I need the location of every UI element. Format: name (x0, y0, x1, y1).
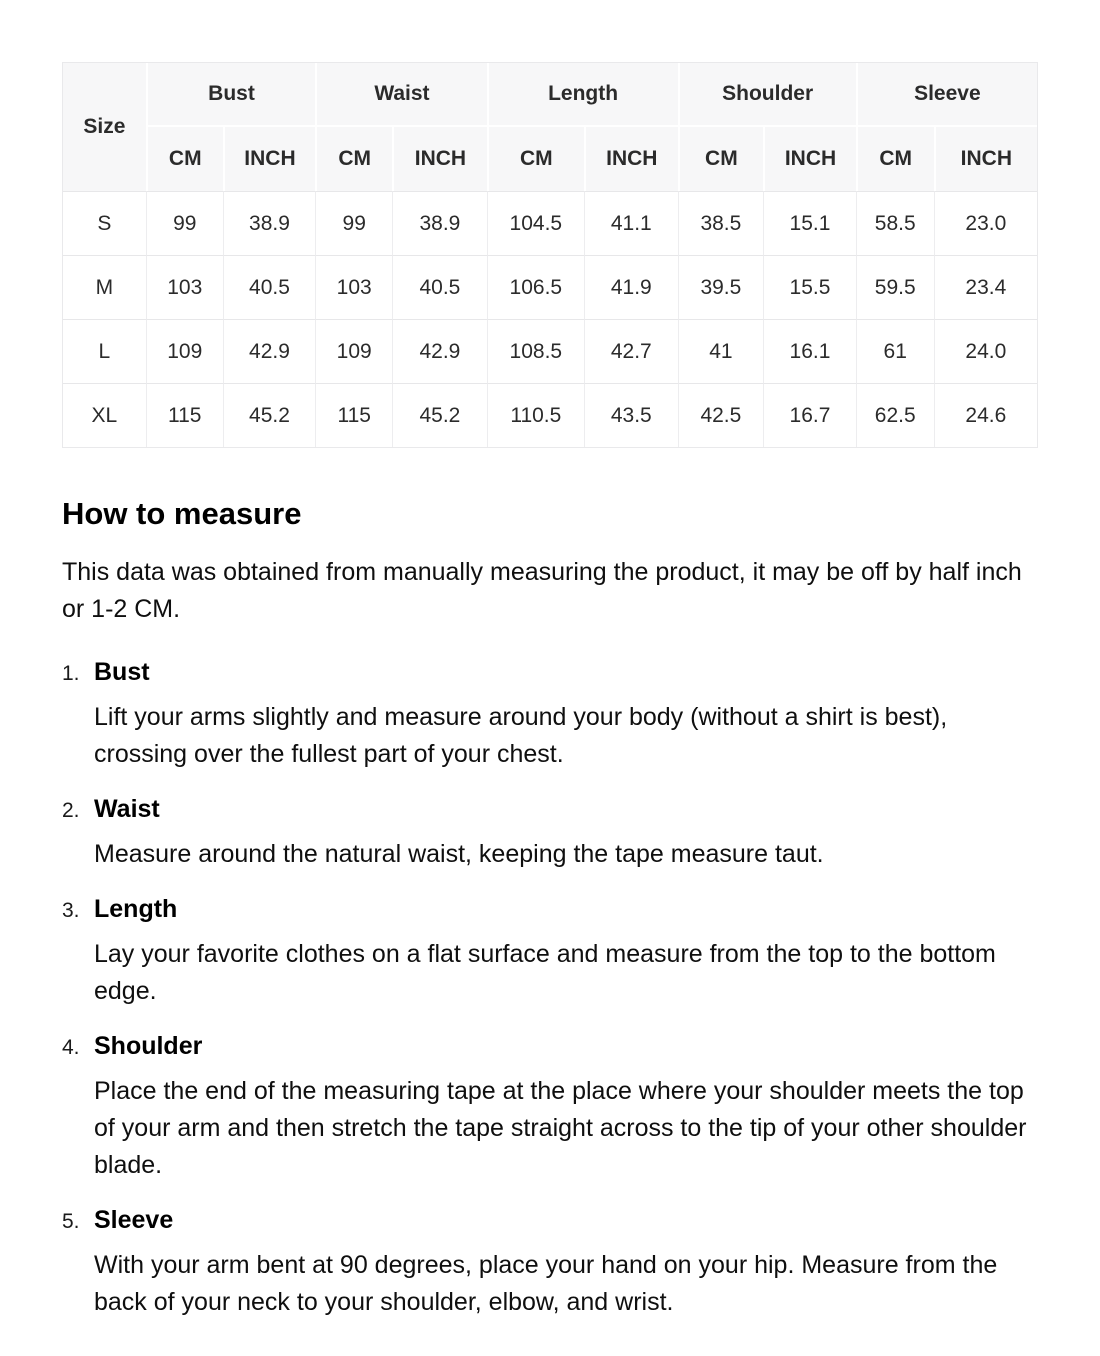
size-cell: M (63, 255, 146, 319)
size-chart-table (62, 62, 1038, 448)
value-cell: 62.5 (856, 383, 934, 447)
measure-instructions-list (62, 658, 1040, 1321)
list-item-title: Shoulder (94, 1032, 203, 1060)
intro-text: This data was obtained from manually measuring the product, it may be off by half inch or 1-2 CM. (62, 558, 1022, 623)
value-cell: 103 (315, 255, 392, 319)
value-cell: 24.6 (934, 383, 1037, 447)
value-cell: 39.5 (678, 255, 764, 319)
list-item-title: Sleeve (94, 1206, 174, 1234)
value-cell: 41.1 (584, 191, 678, 255)
list-item-heading (62, 895, 1040, 924)
list-item-title: Length (94, 895, 178, 923)
value-cell: 40.5 (223, 255, 316, 319)
section-title: How to measure (62, 496, 302, 531)
unit-header-length-cm: CM (487, 127, 584, 191)
value-cell: 38.5 (678, 191, 764, 255)
list-item-number: 2. (62, 799, 80, 822)
table-row-xl (63, 383, 1037, 447)
value-cell: 115 (146, 383, 223, 447)
value-cell: 40.5 (392, 255, 486, 319)
value-cell: 23.0 (934, 191, 1037, 255)
size-cell: L (63, 319, 146, 383)
value-cell: 42.5 (678, 383, 764, 447)
value-cell: 42.7 (584, 319, 678, 383)
list-item-waist (62, 795, 1040, 873)
value-cell: 99 (315, 191, 392, 255)
table-row-s (63, 191, 1037, 255)
value-cell: 45.2 (392, 383, 486, 447)
value-cell: 45.2 (223, 383, 316, 447)
list-item-number: 5. (62, 1210, 80, 1233)
value-cell: 38.9 (392, 191, 486, 255)
value-cell: 41.9 (584, 255, 678, 319)
unit-header-waist-cm: CM (315, 127, 392, 191)
value-cell: 99 (146, 191, 223, 255)
unit-header-bust-inch: INCH (223, 127, 316, 191)
unit-header-length-inch: INCH (584, 127, 678, 191)
list-item-title: Waist (94, 795, 160, 823)
list-item-description: Measure around the natural waist, keeping the tape measure taut. (94, 840, 824, 868)
list-item-shoulder (62, 1032, 1040, 1184)
value-cell: 103 (146, 255, 223, 319)
list-item-number: 4. (62, 1036, 80, 1059)
table-row-l (63, 319, 1037, 383)
value-cell: 15.5 (763, 255, 856, 319)
unit-header-bust-cm: CM (146, 127, 223, 191)
list-item-heading (62, 1206, 1040, 1235)
list-item-number: 1. (62, 662, 80, 685)
value-cell: 38.9 (223, 191, 316, 255)
size-column-header: Size (63, 63, 146, 191)
value-cell: 42.9 (392, 319, 486, 383)
value-cell: 104.5 (487, 191, 584, 255)
list-item-heading (62, 658, 1040, 687)
size-cell: S (63, 191, 146, 255)
value-cell: 23.4 (934, 255, 1037, 319)
value-cell: 16.1 (763, 319, 856, 383)
value-cell: 58.5 (856, 191, 934, 255)
table-row-m (63, 255, 1037, 319)
value-cell: 43.5 (584, 383, 678, 447)
unit-header-shoulder-inch: INCH (763, 127, 856, 191)
list-item-description: Place the end of the measuring tape at the place where your shoulder meets the top of your arm and then stretch the tape straight across to the tip of your other shoulder blade. (94, 1077, 1027, 1179)
value-cell: 16.7 (763, 383, 856, 447)
value-cell: 115 (315, 383, 392, 447)
group-header-bust: Bust (146, 63, 315, 127)
value-cell: 41 (678, 319, 764, 383)
list-item-length (62, 895, 1040, 1010)
size-cell: XL (63, 383, 146, 447)
list-item-description: With your arm bent at 90 degrees, place your hand on your hip. Measure from the back of your neck to your shoulder, elbow, and wrist. (94, 1251, 998, 1316)
list-item-heading (62, 795, 1040, 824)
value-cell: 106.5 (487, 255, 584, 319)
list-item-heading (62, 1032, 1040, 1061)
value-cell: 109 (146, 319, 223, 383)
list-item-sleeve (62, 1206, 1040, 1321)
value-cell: 108.5 (487, 319, 584, 383)
value-cell: 15.1 (763, 191, 856, 255)
unit-header-sleeve-cm: CM (856, 127, 934, 191)
unit-header-shoulder-cm: CM (678, 127, 764, 191)
group-header-waist: Waist (315, 63, 486, 127)
list-item-description: Lift your arms slightly and measure around your body (without a shirt is best), crossing over the fullest part of your chest. (94, 703, 948, 768)
unit-header-sleeve-inch: INCH (934, 127, 1037, 191)
value-cell: 42.9 (223, 319, 316, 383)
unit-header-waist-inch: INCH (392, 127, 486, 191)
value-cell: 24.0 (934, 319, 1037, 383)
value-cell: 59.5 (856, 255, 934, 319)
value-cell: 61 (856, 319, 934, 383)
list-item-bust (62, 658, 1040, 773)
value-cell: 109 (315, 319, 392, 383)
group-header-length: Length (487, 63, 678, 127)
value-cell: 110.5 (487, 383, 584, 447)
group-header-sleeve: Sleeve (856, 63, 1037, 127)
list-item-description: Lay your favorite clothes on a flat surface and measure from the top to the bottom edge. (94, 940, 996, 1005)
list-item-number: 3. (62, 899, 80, 922)
group-header-shoulder: Shoulder (678, 63, 856, 127)
list-item-title: Bust (94, 658, 150, 686)
